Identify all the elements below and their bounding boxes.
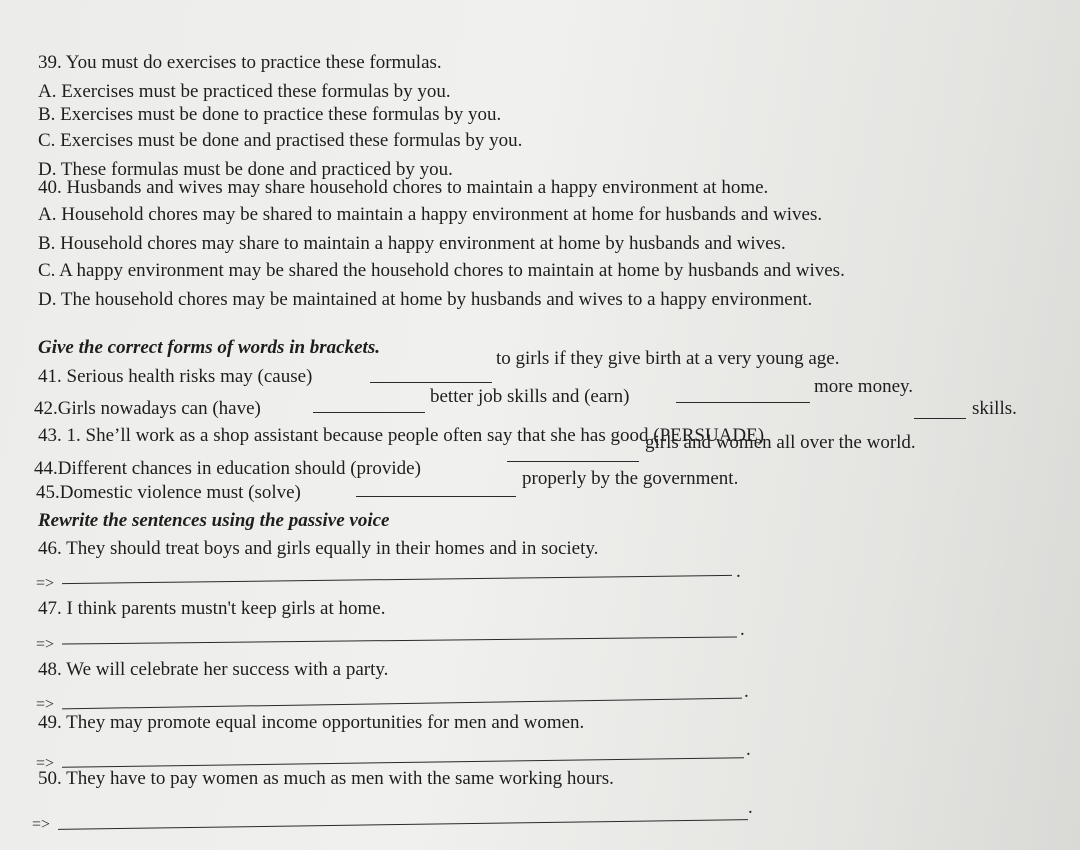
q42-blank-2[interactable] xyxy=(676,388,810,403)
q42-blank-1[interactable] xyxy=(313,398,425,413)
q39-option-c: C. Exercises must be done and practised these formulas by you. xyxy=(38,130,523,151)
q41-part2: to girls if they give birth at a very young age. xyxy=(496,348,840,369)
q45-blank[interactable] xyxy=(356,482,516,497)
q40-stem: 40. Husbands and wives may share household chores to maintain a happy environment at home. xyxy=(38,177,769,198)
q42-part1: 42.Girls nowadays can (have) xyxy=(34,398,261,419)
q46-arrow: => xyxy=(36,575,55,592)
section-passive-heading: Rewrite the sentences using the passive voice xyxy=(38,510,390,531)
q49-sentence: 49. They may promote equal income opportunities for men and women. xyxy=(38,712,585,733)
q39-option-b: B. Exercises must be done to practice these formulas by you. xyxy=(38,104,502,125)
q43-text: 43. 1. She’ll work as a shop assistant because people often say that she has good (PERSUADE) xyxy=(38,425,765,446)
q48-answer-line[interactable] xyxy=(62,698,742,710)
q40-option-b: B. Household chores may share to maintain a happy environment at home by husbands and wives. xyxy=(38,233,786,254)
q49-arrow: => xyxy=(36,755,55,772)
q48-sentence: 48. We will celebrate her success with a party. xyxy=(38,659,389,680)
q47-sentence: 47. I think parents mustn't keep girls at home. xyxy=(38,598,386,619)
q39-option-a: A. Exercises must be practiced these formulas by you. xyxy=(38,81,451,102)
q44-part1: 44.Different chances in education should (provide) xyxy=(34,458,421,479)
q44-part2: girls and women all over the world. xyxy=(645,432,916,453)
q50-period: . xyxy=(748,797,753,818)
q50-answer-line[interactable] xyxy=(58,819,748,830)
q41-part1: 41. Serious health risks may (cause) xyxy=(38,366,313,387)
q41-blank[interactable] xyxy=(370,368,492,383)
q48-period: . xyxy=(744,681,749,702)
q39-option-d: D. These formulas must be done and practiced by you. xyxy=(38,159,453,180)
q45-part1: 45.Domestic violence must (solve) xyxy=(36,482,301,503)
q50-sentence: 50. They have to pay women as much as men with the same working hours. xyxy=(38,768,614,789)
q40-option-a: A. Household chores may be shared to maintain a happy environment at home for husbands and wives. xyxy=(38,204,823,225)
q42-part3: more money. xyxy=(814,376,914,397)
section-word-forms-heading: Give the correct forms of words in brackets. xyxy=(38,337,380,358)
q47-period: . xyxy=(740,619,745,640)
q48-arrow: => xyxy=(36,696,55,713)
q44-blank[interactable] xyxy=(507,447,639,462)
q47-answer-line[interactable] xyxy=(62,636,737,644)
q46-answer-line[interactable] xyxy=(62,575,732,584)
q47-arrow: => xyxy=(36,636,55,653)
q43-part2: skills. xyxy=(972,398,1017,419)
q46-period: . xyxy=(736,561,741,582)
q49-period: . xyxy=(746,739,751,760)
q46-sentence: 46. They should treat boys and girls equally in their homes and in society. xyxy=(38,538,599,559)
q49-answer-line[interactable] xyxy=(62,757,744,768)
q42-part2: better job skills and (earn) xyxy=(430,386,630,407)
q43-blank[interactable] xyxy=(914,404,966,419)
q45-part2: properly by the government. xyxy=(522,468,739,489)
q50-arrow: => xyxy=(32,816,51,833)
q39-stem: 39. You must do exercises to practice these formulas. xyxy=(38,52,442,73)
q40-option-c: C. A happy environment may be shared the household chores to maintain at home by husbands and wives. xyxy=(38,260,845,281)
q40-option-d: D. The household chores may be maintained at home by husbands and wives to a happy environment. xyxy=(38,289,813,310)
